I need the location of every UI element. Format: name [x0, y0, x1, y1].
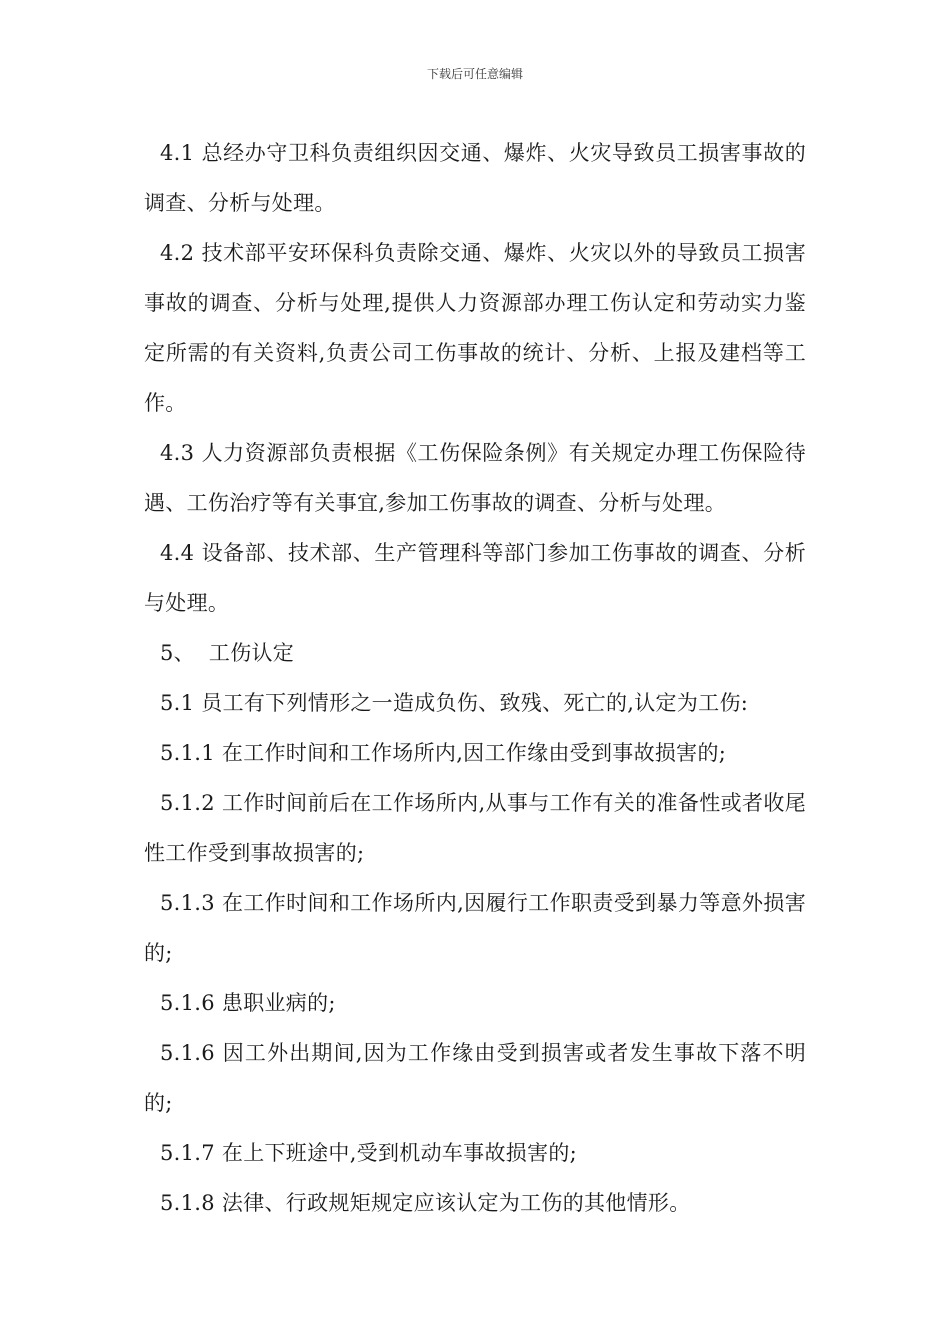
paragraph-5-1-7: 5.1.7 在上下班途中,受到机动车事故损害的;: [160, 1141, 578, 1165]
paragraph-4-4: 4.4 设备部、技术部、生产管理科等部门参加工伤事故的调查、分析与处理。: [144, 541, 806, 615]
paragraph-5-1-1: 5.1.1 在工作时间和工作场所内,因工作缘由受到事故损害的;: [160, 741, 727, 765]
paragraph-4-3: 4.3 人力资源部负责根据《工伤保险条例》有关规定办理工伤保险待遇、工伤治疗等有关事宜,参加工伤事故的调查、分析与处理。: [144, 441, 806, 515]
paragraph-5-1: 5.1 员工有下列情形之一造成负伤、致残、死亡的,认定为工伤:: [160, 691, 749, 715]
paragraph-4-2: 4.2 技术部平安环保科负责除交通、爆炸、火灾以外的导致员工损害事故的调查、分析与处理,提供人力资源部办理工伤认定和劳动实力鉴定所需的有关资料,负责公司工伤事故的统计、分析、上报及建档等工作。: [144, 241, 806, 415]
paragraph-5-1-6b: 5.1.6 因工外出期间,因为工作缘由受到损害或者发生事故下落不明的;: [144, 1041, 806, 1115]
page-header: 下载后可任意编辑: [426, 67, 523, 81]
paragraph-5-1-2: 5.1.2 工作时间前后在工作场所内,从事与工作有关的准备性或者收尾性工作受到事故损害的;: [144, 791, 806, 865]
paragraph-5-1-6a: 5.1.6 患职业病的;: [160, 991, 336, 1015]
document-body: [144, 128, 806, 1228]
paragraph-5-1-3: 5.1.3 在工作时间和工作场所内,因履行工作职责受到暴力等意外损害的;: [144, 891, 806, 965]
section-heading-5: 5、 工伤认定: [160, 641, 295, 665]
paragraph-5-1-8: 5.1.8 法律、行政规矩规定应该认定为工伤的其他情形。: [160, 1191, 691, 1215]
paragraph-4-1: 4.1 总经办守卫科负责组织因交通、爆炸、火灾导致员工损害事故的调查、分析与处理。: [144, 141, 806, 215]
